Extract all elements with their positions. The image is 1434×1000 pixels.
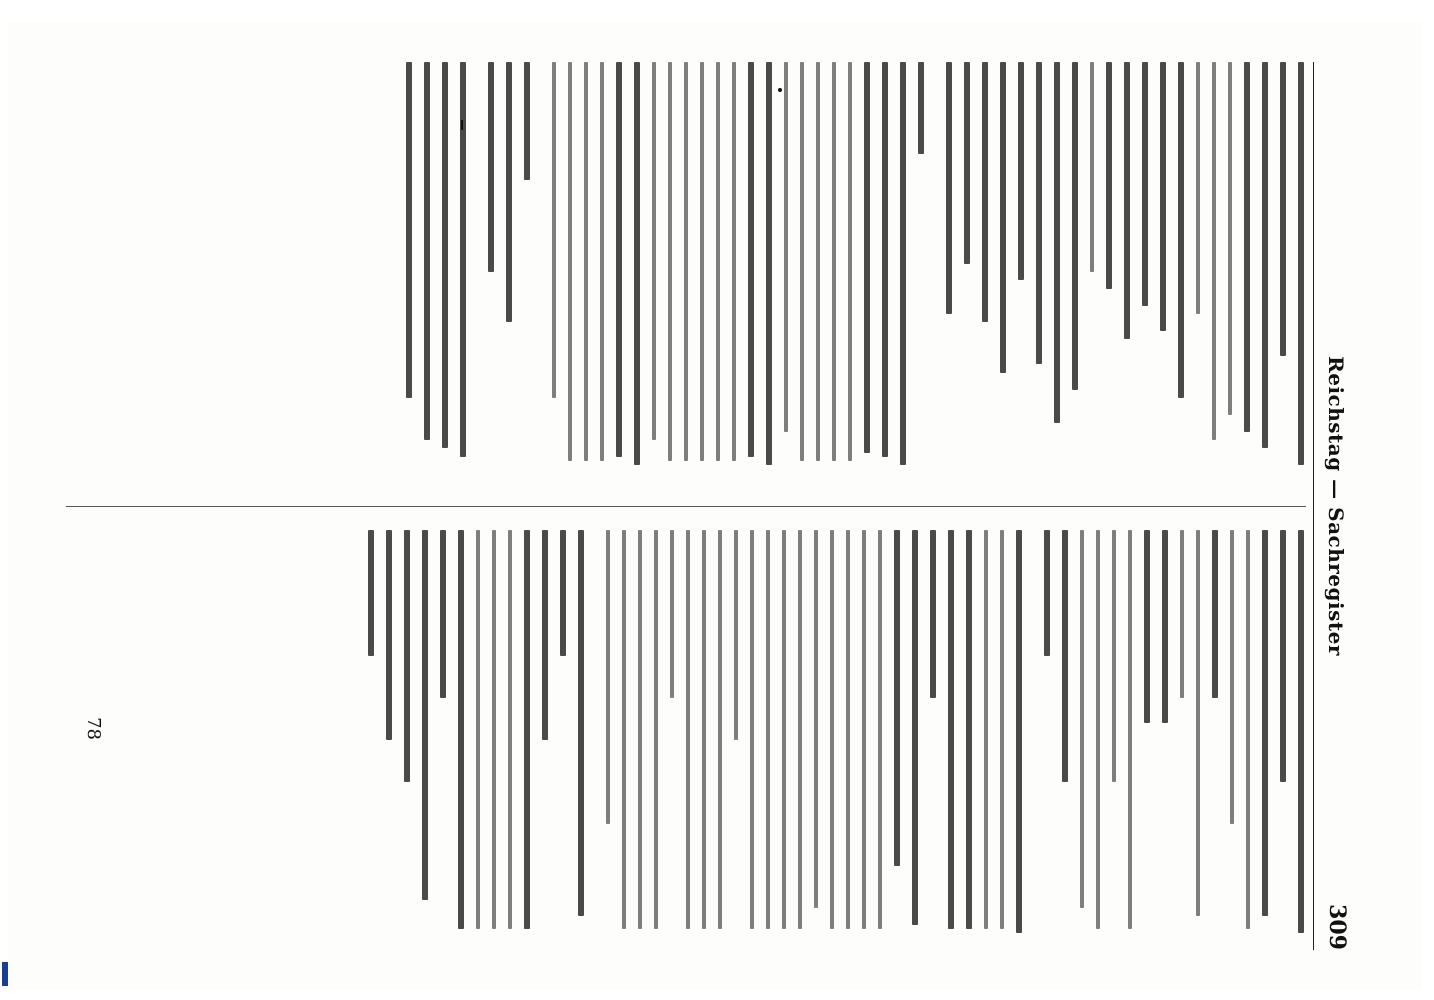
scanned-page xyxy=(8,22,1422,990)
speck xyxy=(778,88,782,92)
left-column-text xyxy=(64,62,1304,482)
page-header xyxy=(1318,62,1352,950)
page-mark: 78 xyxy=(83,717,104,740)
header-rule xyxy=(1313,62,1314,950)
right-column-text xyxy=(64,530,1304,950)
speck xyxy=(461,120,463,130)
running-title: Reichstag — Sachregister xyxy=(1324,356,1348,656)
page-number: 309 xyxy=(1324,904,1350,950)
column-divider xyxy=(66,506,1306,507)
